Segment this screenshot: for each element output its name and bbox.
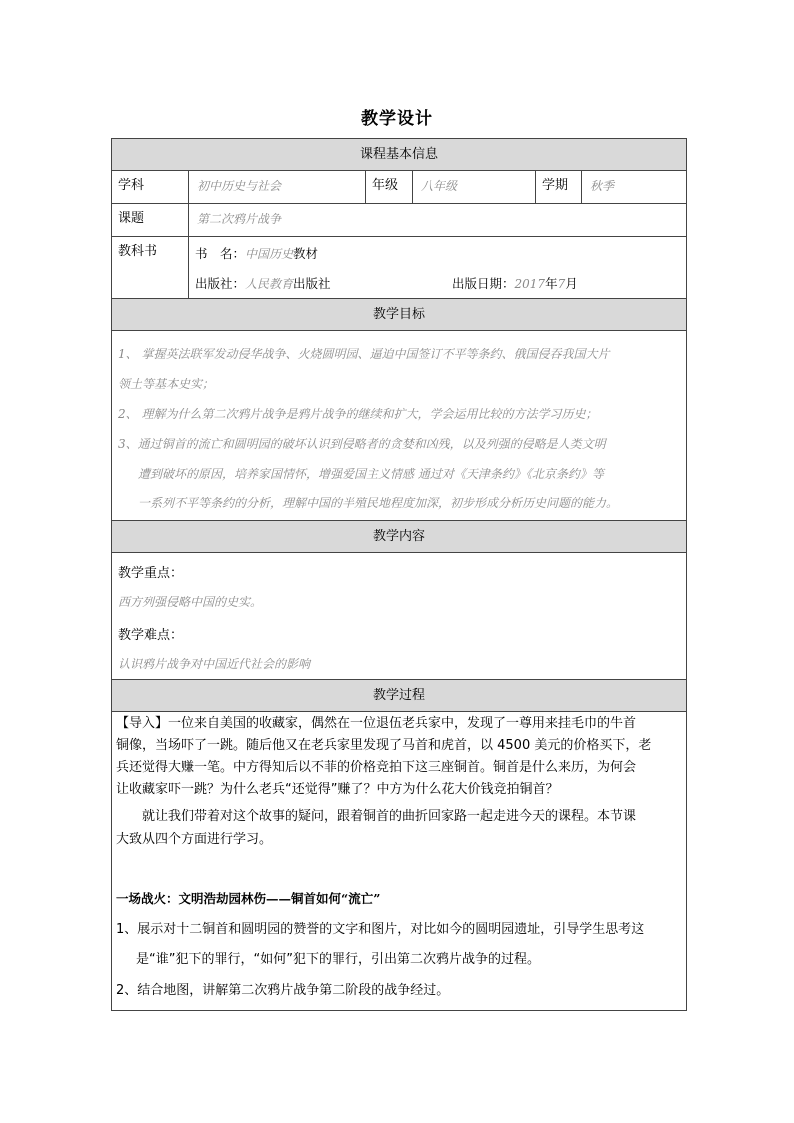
goal-line: 遭到破坏的原因，培养家国情怀，增强爱国主义情感 通过对《天津条约》《北京条约》等 (138, 467, 604, 481)
process-body (112, 712, 686, 1010)
date-label: 出版日期： (452, 276, 515, 291)
content-header: 教学内容 (112, 521, 686, 553)
book-name-line (195, 244, 318, 262)
difficulty-label: 教学难点： (118, 628, 184, 643)
goal-line: 一系列不平等条约的分析，理解中国的半殖民地程度加深，初步形成分析历史问题的能力。 (138, 496, 619, 510)
key-point-label: 教学重点： (118, 566, 184, 581)
book-name-label: 书 名： (195, 246, 246, 261)
difficulty-value: 认识鸦片战争对中国近代社会的影响 (118, 657, 311, 671)
year-value: 2017 (514, 277, 546, 291)
intro-line: 就让我们带着对这个故事的疑问，跟着铜首的曲折回家路一起走进今天的课程。本节课 (116, 809, 637, 824)
publisher-label: 出版社： (195, 276, 246, 291)
book-name-suffix: 教材 (293, 246, 319, 261)
step-line: 是“谁”犯下的罪行，“如何”犯下的罪行，引出第二次鸦片战争的过程。 (136, 952, 540, 967)
publisher-line (195, 274, 331, 292)
term-label: 学期 (535, 171, 581, 203)
subject-value: 初中历史与社会 (188, 171, 365, 203)
goals-body (112, 331, 686, 521)
topic-row (112, 204, 686, 237)
textbook-label: 教科书 (118, 244, 158, 259)
goal-line: 2、 理解为什么第二次鸦片战争是鸦片战争的继续和扩大，学会运用比较的方法学习历史； (118, 407, 598, 421)
goal-line: 3、通过铜首的流亡和圆明园的破坏认识到侵略者的贪婪和凶残，以及列强的侵略是人类文明 (118, 437, 606, 451)
year-unit: 年 (545, 276, 558, 291)
subject-label: 学科 (118, 178, 145, 193)
book-name-value: 中国历史 (245, 247, 294, 261)
process-header: 教学过程 (112, 680, 686, 712)
term-value: 秋季 (581, 171, 686, 203)
content-body (112, 553, 686, 680)
goal-line: 领土等基本史实； (118, 377, 215, 391)
page-title: 教学设计 (361, 109, 433, 129)
intro-line: 让收藏家吓一跳？为什么老兵“还觉得”赚了？中方为什么花大价钱竞拍铜首？ (116, 782, 559, 797)
lesson-plan-table (111, 138, 687, 1011)
topic-label: 课题 (118, 211, 145, 226)
grade-label: 年级 (365, 171, 412, 203)
grade-value: 八年级 (412, 171, 535, 203)
textbook-details (188, 237, 686, 298)
basic-info-header: 课程基本信息 (112, 139, 686, 171)
month-value: 7 (557, 277, 566, 291)
step-line: 1、展示对十二铜首和圆明园的赞誉的文字和图片，对比如今的圆明园遗址，引导学生思考这 (116, 922, 645, 937)
publisher-suffix: 出版社 (293, 276, 331, 291)
key-point-value: 西方列强侵略中国的史实。 (118, 595, 263, 609)
intro-line: 大致从四个方面进行学习。 (116, 832, 273, 847)
publisher-value: 人民教育 (245, 277, 294, 291)
subject-row (112, 171, 686, 204)
goals-header: 教学目标 (112, 299, 686, 331)
topic-value: 第二次鸦片战争 (188, 204, 686, 236)
intro-line: 兵还觉得大赚一笔。中方得知后以不菲的价格竞拍下这三座铜首。铜首是什么来历，为何会 (116, 760, 637, 775)
publish-date-line (452, 274, 578, 292)
textbook-row (112, 237, 686, 299)
goal-line: 1、 掌握英法联军发动侵华战争、火烧圆明园、逼迫中国签订不平等条约、俄国侵吞我国大片 (118, 347, 610, 361)
month-unit: 月 (565, 276, 578, 291)
step-line: 2、结合地图，讲解第二次鸦片战争第二阶段的战争经过。 (116, 983, 450, 998)
intro-line: 【导入】一位来自美国的收藏家，偶然在一位退伍老兵家中，发现了一尊用来挂毛巾的牛首 (116, 716, 637, 731)
intro-line: 铜像，当场吓了一跳。随后他又在老兵家里发现了马首和虎首，以 4500 美元的价格买下，老 (116, 738, 652, 753)
section-title: 一场战火：文明浩劫园林伤——铜首如何“流亡” (116, 891, 381, 906)
